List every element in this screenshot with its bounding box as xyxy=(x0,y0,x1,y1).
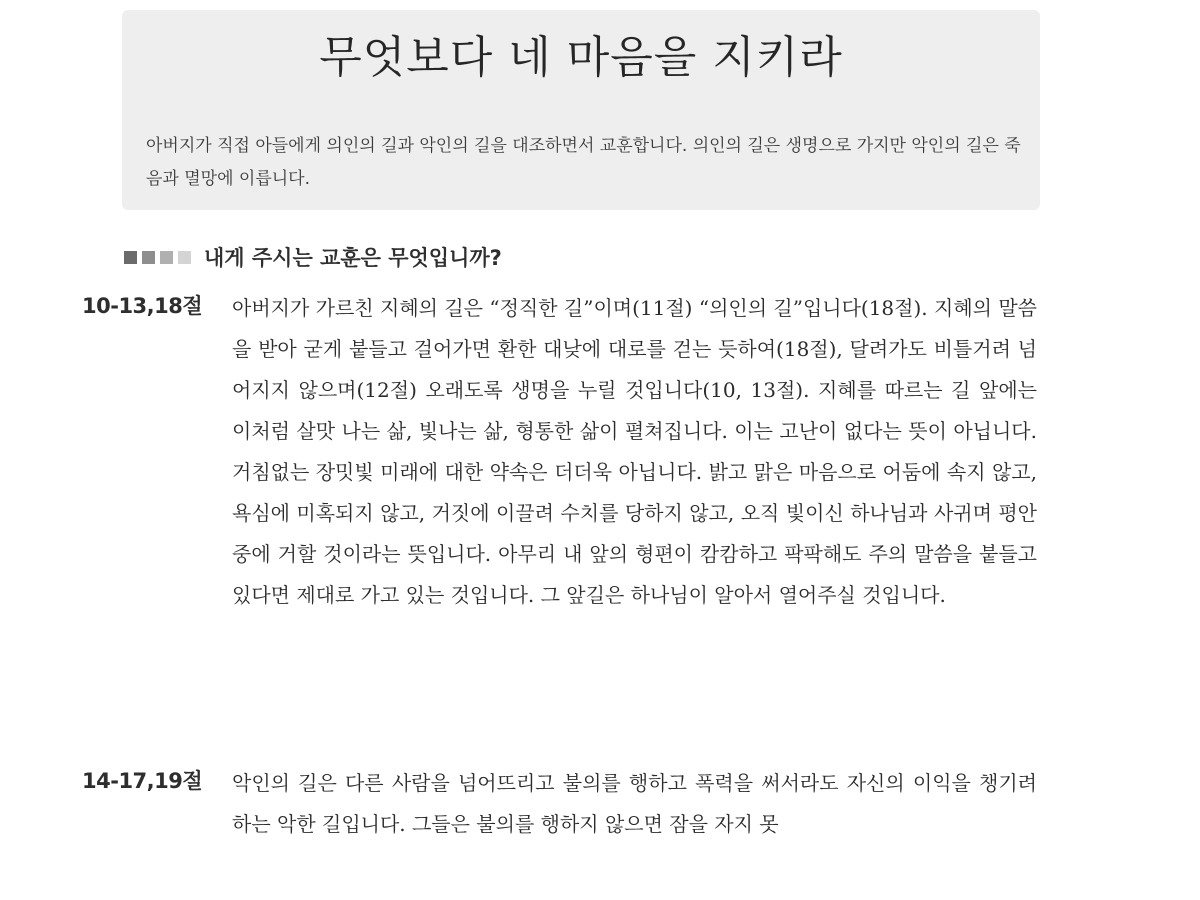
verse-text: 아버지가 가르친 지혜의 길은 “정직한 길”이며(11절) “의인의 길”입니다(18절). 지혜의 말씀을 받아 굳게 붙들고 걸어가면 환한 대낮에 대로를 걷는 듯하여(18절), 달려가도 비틀거려 넘어지지 않으며(12절) 오래도록 생명을 누릴 것입니다(10, 13절). 지혜를 따르는 길 앞에는 이처럼 살맛 나는 삶, 빛나는 삶, 형통한 삶이 펼쳐집니다. 이는 고난이 없다는 뜻이 아닙니다. 거침없는 장밋빛 미래에 대한 약속은 더더욱 아닙니다. 밝고 맑은 마음으로 어둠에 속지 않고, 욕심에 미혹되지 않고, 거짓에 이끌려 수치를 당하지 않고, 오직 빛이신 하나님과 사귀며 평안 중에 거할 것이라는 뜻입니다. 아무리 내 앞의 형편이 캄캄하고 팍팍해도 주의 말씀을 붙들고 있다면 제대로 가고 있는 것입니다. 그 앞길은 하나님이 알아서 열어주실 것입니다. xyxy=(232,296,1037,607)
page-title: 무엇보다 네 마음을 지키라 xyxy=(319,32,843,83)
verse-text: 악인의 길은 다른 사람을 넘어뜨리고 불의를 행하고 폭력을 써서라도 자신의 이익을 챙기려 하는 악한 길입니다. 그들은 불의를 행하지 않으면 잠을 자지 못 xyxy=(232,771,1037,836)
intro-text: 아버지가 직접 아들에게 의인의 길과 악인의 길을 대조하면서 교훈합니다. 의인의 길은 생명으로 가지만 악인의 길은 죽음과 멸망에 이릅니다. xyxy=(146,136,1021,189)
square-marker-3 xyxy=(160,251,173,264)
section-heading xyxy=(124,240,502,274)
heading-squares xyxy=(124,251,191,264)
verse-reference: 14-17,19절 xyxy=(82,769,203,793)
square-marker-1 xyxy=(124,251,137,264)
square-marker-2 xyxy=(142,251,155,264)
square-marker-4 xyxy=(178,251,191,264)
header-box xyxy=(122,10,1040,210)
verse-reference: 10-13,18절 xyxy=(82,294,203,318)
section-heading-text: 내게 주시는 교훈은 무엇입니까? xyxy=(204,246,502,270)
